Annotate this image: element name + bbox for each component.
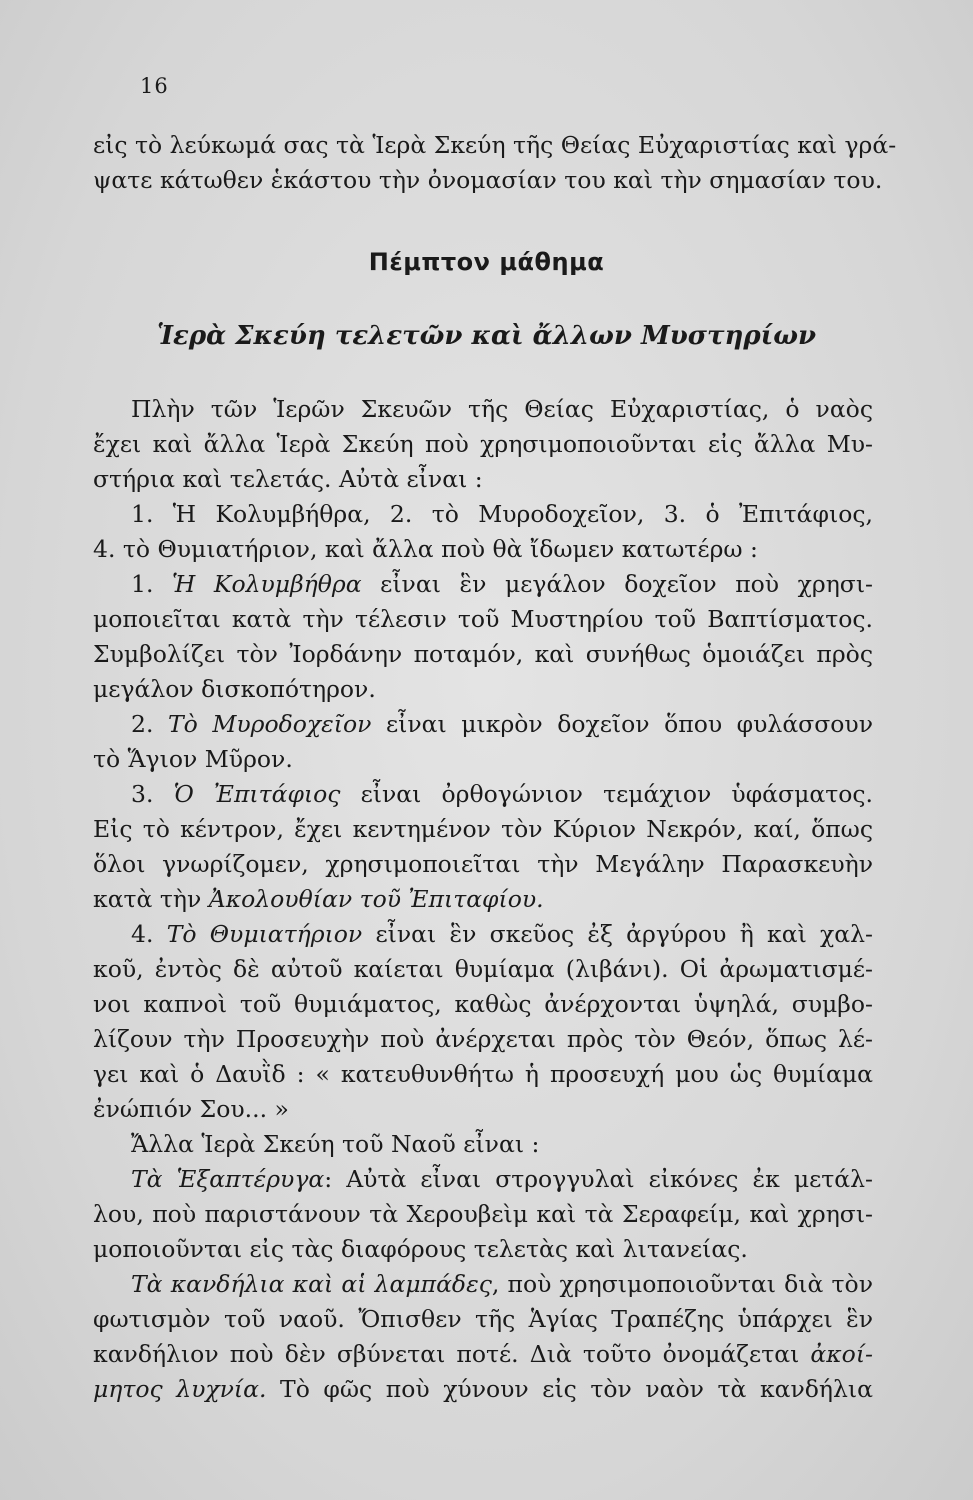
line-text: : Αὐτὰ εἶναι στρογγυλαὶ εἰκόνες ἐκ μετάλ- bbox=[324, 1165, 873, 1193]
text-line bbox=[93, 987, 873, 1022]
intro-line: ψατε κάτωθεν ἑκάστου τὴν ὀνομασίαν του καὶ τὴν σημασίαν του. bbox=[93, 166, 883, 194]
text-line bbox=[93, 952, 873, 987]
term-italic: Ἡ Κολυμβήθρα bbox=[172, 570, 362, 598]
line-text: ἐνώπιόν Σου... » bbox=[93, 1095, 289, 1123]
text-line bbox=[93, 1302, 873, 1337]
term-italic: Τὰ Ἑξαπτέρυγα bbox=[131, 1165, 325, 1193]
text-line bbox=[93, 882, 873, 917]
line-text: Συμβολίζει τὸν Ἰορδάνην ποταμόν, καὶ συνήθως ὁμοιάζει πρὸς bbox=[93, 640, 873, 668]
text-line bbox=[93, 1092, 873, 1127]
term-italic: Ἀκολουθίαν τοῦ Ἐπιταφίου. bbox=[208, 885, 544, 913]
line-text: Εἰς τὸ κέντρον, ἔχει κεντημένον τὸν Κύριον Νεκρόν, καί, ὅπως bbox=[93, 815, 873, 843]
text-line bbox=[93, 812, 873, 847]
line-text: 3. bbox=[131, 780, 174, 808]
line-text: 4. bbox=[131, 920, 167, 948]
line-text: ὅλοι γνωρίζομεν, χρησιμοποιεῖται τὴν Μεγάλην Παρασκευὴν bbox=[93, 850, 873, 878]
line-text: εἶναι ἓν μεγάλον δοχεῖον ποὺ χρησι- bbox=[361, 570, 873, 598]
line-text: εἶναι μικρὸν δοχεῖον ὅπου φυλάσσουν bbox=[371, 710, 873, 738]
line-text: 1. bbox=[131, 570, 173, 598]
page-number: 16 bbox=[140, 74, 169, 98]
line-text: λίζουν τὴν Προσευχὴν ποὺ ἀνέρχεται πρὸς τὸν Θεόν, ὅπως λέ- bbox=[93, 1025, 873, 1053]
line-text: στήρια καὶ τελετάς. Αὐτὰ εἶναι : bbox=[93, 465, 483, 493]
line-text: μοποιεῖται κατὰ τὴν τέλεσιν τοῦ Μυστηρίου τοῦ Βαπτίσματος. bbox=[93, 605, 873, 633]
line-text: Τὸ φῶς ποὺ χύνουν εἰς τὸν ναὸν τὰ κανδήλια bbox=[266, 1375, 873, 1403]
text-line bbox=[93, 1057, 873, 1092]
term-italic: Τὸ Θυμιατήριον bbox=[166, 920, 363, 948]
text-line bbox=[93, 392, 873, 427]
line-text: , ποὺ χρησιμοποιοῦνται διὰ τὸν bbox=[491, 1270, 873, 1298]
line-text: μοποιοῦνται εἰς τὰς διαφόρους τελετὰς καὶ λιτανείας. bbox=[93, 1235, 748, 1263]
text-line bbox=[93, 1267, 873, 1302]
text-line bbox=[93, 1022, 873, 1057]
text-line bbox=[93, 567, 873, 602]
text-line bbox=[93, 427, 873, 462]
text-line bbox=[93, 1127, 873, 1162]
line-text: κοῦ, ἐντὸς δὲ αὐτοῦ καίεται θυμίαμα (λιβάνι). Οἱ ἀρωματισμέ- bbox=[93, 955, 873, 983]
line-text: Πλὴν τῶν Ἱερῶν Σκευῶν τῆς Θείας Εὐχαριστίας, ὁ ναὸς bbox=[131, 395, 873, 423]
line-text: 4. τὸ Θυμιατήριον, καὶ ἄλλα ποὺ θὰ ἴδωμεν κατωτέρω : bbox=[93, 535, 758, 563]
line-text: φωτισμὸν τοῦ ναοῦ. Ὄπισθεν τῆς Ἁγίας Τραπέζης ὑπάρχει ἓν bbox=[93, 1305, 873, 1333]
text-line bbox=[93, 672, 873, 707]
text-line bbox=[93, 602, 873, 637]
lesson-title: Πέμπτον μάθημα bbox=[368, 248, 605, 276]
term-italic: Ὁ Ἐπιτάφιος bbox=[173, 780, 341, 808]
line-text: νοι καπνοὶ τοῦ θυμιάματος, καθὼς ἀνέρχονται ὑψηλά, συμβο- bbox=[93, 990, 873, 1018]
line-text: κανδήλιον ποὺ δὲν σβύνεται ποτέ. Διὰ τοῦτο ὀνομάζεται bbox=[93, 1340, 811, 1368]
term-italic: Τὸ Μυροδοχεῖον bbox=[167, 710, 372, 738]
text-line bbox=[93, 777, 873, 812]
section-heading: Ἱερὰ Σκεύη τελετῶν καὶ ἄλλων Μυστηρίων bbox=[156, 321, 817, 351]
text-line bbox=[93, 1232, 873, 1267]
text-line bbox=[93, 462, 873, 497]
intro-line: εἰς τὸ λεύκωμά σας τὰ Ἱερὰ Σκεύη τῆς Θείας Εὐχαριστίας καὶ γρά- bbox=[93, 131, 897, 159]
text-line bbox=[93, 707, 873, 742]
line-text: κατὰ τὴν bbox=[93, 885, 209, 913]
line-text: τὸ Ἅγιον Μῦρον. bbox=[93, 745, 293, 773]
line-text: εἶναι ὀρθογώνιον τεμάχιον ὑφάσματος. bbox=[340, 780, 874, 808]
line-text: 1. Ἡ Κολυμβήθρα, 2. τὸ Μυροδοχεῖον, 3. ὁ Ἐπιτάφιος, bbox=[131, 500, 873, 528]
line-text: γει καὶ ὁ Δαυῒδ : « κατευθυνθήτω ἡ προσευχή μου ὡς θυμίαμα bbox=[93, 1060, 873, 1088]
main-text bbox=[93, 392, 873, 1407]
term-italic: Τὰ κανδήλια καὶ αἱ λαμπάδες bbox=[131, 1270, 492, 1298]
line-text: Ἄλλα Ἱερὰ Σκεύη τοῦ Ναοῦ εἶναι : bbox=[131, 1130, 540, 1158]
text-line bbox=[93, 532, 873, 567]
line-text: εἶναι ἓν σκεῦος ἐξ ἀργύρου ἢ καὶ χαλ- bbox=[362, 920, 873, 948]
text-line bbox=[93, 742, 873, 777]
line-text: λου, ποὺ παριστάνουν τὰ Χερουβεὶμ καὶ τὰ Σεραφείμ, καὶ χρησι- bbox=[93, 1200, 873, 1228]
line-text: μεγάλον δισκοπότηρον. bbox=[93, 675, 376, 703]
line-text: 2. bbox=[131, 710, 168, 738]
intro-paragraph bbox=[93, 128, 897, 198]
text-line bbox=[93, 1197, 873, 1232]
term-italic: μητος λυχνία. bbox=[93, 1375, 267, 1403]
text-line bbox=[93, 637, 873, 672]
text-line bbox=[93, 1337, 873, 1372]
line-text: ἔχει καὶ ἄλλα Ἱερὰ Σκεύη ποὺ χρησιμοποιοῦνται εἰς ἄλλα Μυ- bbox=[93, 430, 873, 458]
text-line bbox=[93, 847, 873, 882]
term-italic: ἀκοί- bbox=[810, 1340, 873, 1368]
text-line bbox=[93, 1372, 873, 1407]
text-line bbox=[93, 917, 873, 952]
text-line bbox=[93, 1162, 873, 1197]
text-line bbox=[93, 497, 873, 532]
